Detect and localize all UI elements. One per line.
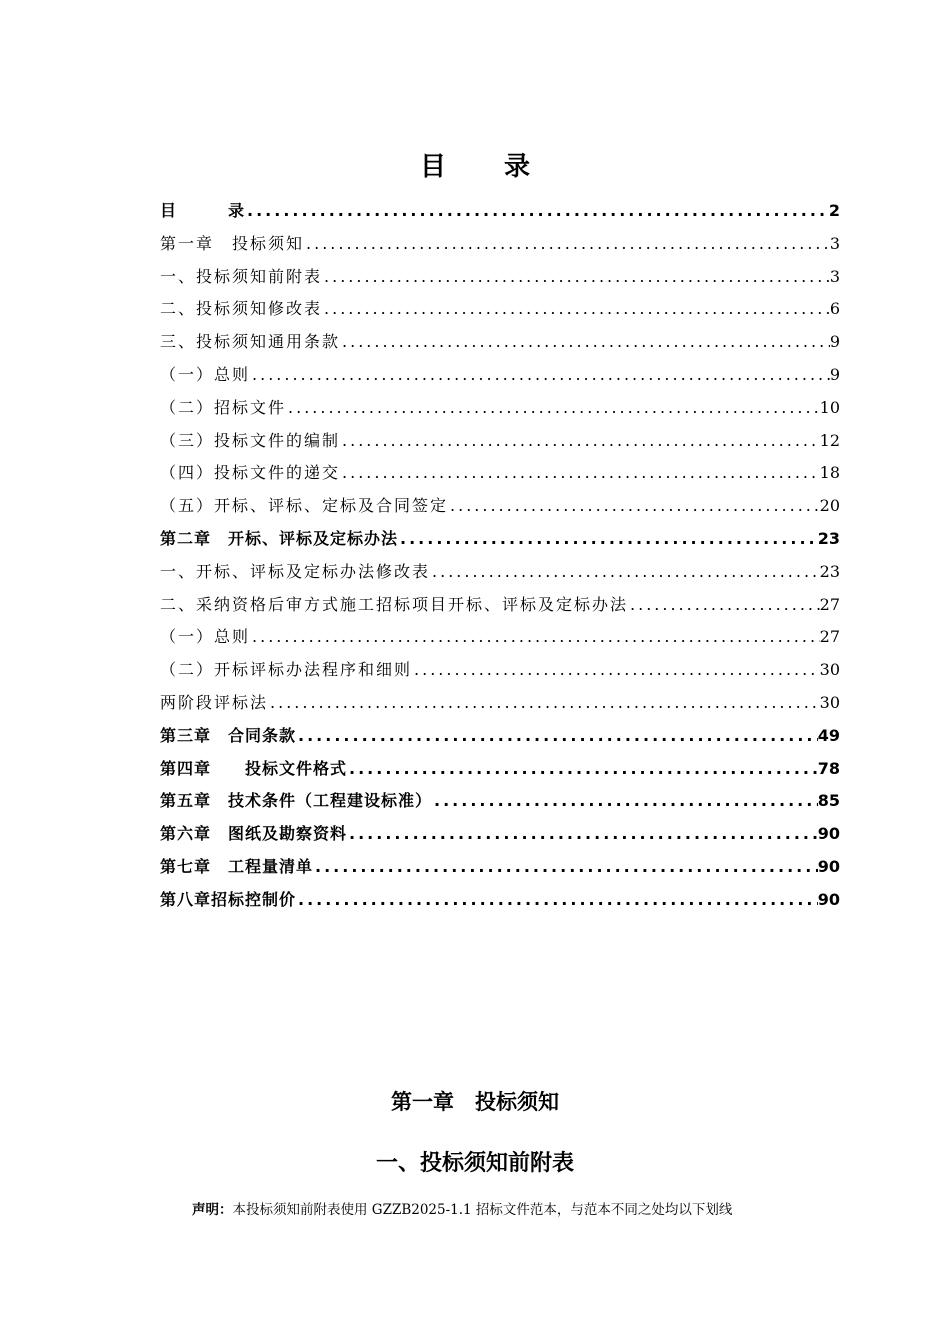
toc-entry-page: 10 [819, 397, 840, 417]
toc-entry-page: 20 [819, 496, 840, 516]
toc-entry[interactable] [160, 329, 840, 362]
toc-leader-dots [296, 890, 818, 909]
toc-leader-dots [340, 332, 830, 351]
toc-entry-page: 18 [819, 463, 840, 483]
toc-entry-label: （一）总则 [160, 364, 251, 384]
toc-entry-page: 85 [817, 791, 840, 811]
toc-entry[interactable] [160, 887, 840, 920]
toc-leader-dots [245, 201, 829, 220]
toc-entry-label: （二）开标评标办法程序和细则 [160, 660, 413, 680]
toc-entry[interactable] [160, 198, 840, 231]
chapter-heading: 第一章 投标须知 [391, 1090, 559, 1114]
toc-entry-label: 一、投标须知前附表 [160, 266, 323, 286]
toc-entry-label: 目 录 [160, 201, 246, 220]
toc-leader-dots [268, 693, 820, 712]
toc-entry-label: 三、投标须知通用条款 [160, 332, 341, 352]
toc-entry-page: 30 [819, 692, 840, 712]
toc-entry[interactable] [160, 395, 840, 428]
toc-entry-page: 49 [817, 725, 840, 745]
toc-leader-dots [296, 726, 818, 745]
toc-entry-page: 9 [829, 364, 840, 384]
toc-entry-label: 第七章 工程量清单 [160, 856, 314, 876]
toc-entry-label: （四）投标文件的递交 [160, 463, 341, 483]
toc-entry[interactable] [160, 788, 840, 821]
toc-entry[interactable] [160, 460, 840, 493]
toc-entry[interactable] [160, 821, 840, 854]
toc-entry[interactable] [160, 231, 840, 264]
toc-entry-label: 第四章 投标文件格式 [160, 758, 348, 778]
toc-entry-page: 12 [819, 430, 840, 450]
toc-entry-label: 二、投标须知修改表 [160, 299, 323, 319]
table-of-contents [160, 198, 840, 920]
toc-entry-label: 第六章 图纸及勘察资料 [160, 824, 348, 844]
toc-entry[interactable] [160, 592, 840, 625]
toc-entry[interactable] [160, 428, 840, 461]
toc-leader-dots [286, 398, 820, 417]
toc-leader-dots [448, 496, 820, 515]
toc-title [0, 146, 950, 183]
toc-leader-dots [432, 791, 818, 810]
toc-entry[interactable] [160, 526, 840, 559]
toc-entry[interactable] [160, 723, 840, 756]
toc-entry-page: 3 [829, 266, 840, 286]
toc-entry-label: （二）招标文件 [160, 397, 287, 417]
toc-entry[interactable] [160, 362, 840, 395]
toc-entry-label: （五）开标、评标、定标及合同签定 [160, 496, 449, 516]
toc-entry[interactable] [160, 854, 840, 887]
toc-leader-dots [347, 824, 818, 843]
toc-leader-dots [347, 759, 818, 778]
toc-entry-label: 两阶段评标法 [160, 692, 269, 712]
toc-entry-page: 2 [828, 201, 840, 220]
toc-entry-page: 27 [819, 627, 840, 647]
toc-entry-label: 二、采纳资格后审方式施工招标项目开标、评标及定标办法 [160, 594, 629, 614]
toc-entry-label: 第一章 投标须知 [160, 233, 305, 253]
toc-entry[interactable] [160, 657, 840, 690]
toc-entry[interactable] [160, 756, 840, 789]
toc-leader-dots [322, 267, 830, 286]
toc-entry[interactable] [160, 624, 840, 657]
toc-entry-page: 78 [817, 758, 840, 778]
toc-entry-page: 90 [817, 824, 840, 844]
toc-entry-label: （三）投标文件的编制 [160, 430, 341, 450]
toc-title-left: 目 [419, 152, 446, 182]
toc-leader-dots [250, 365, 830, 384]
toc-entry[interactable] [160, 690, 840, 723]
toc-title-right: 录 [504, 152, 531, 182]
statement-label: 声明： [192, 1202, 233, 1218]
toc-entry-label: 第八章招标控制价 [160, 889, 297, 909]
toc-leader-dots [628, 595, 820, 614]
toc-entry-page: 23 [819, 561, 840, 581]
toc-entry-label: 第二章 开标、评标及定标办法 [160, 528, 399, 548]
toc-entry-page: 3 [829, 233, 840, 253]
statement-text: 本投标须知前附表使用 GZZB2025-1.1 招标文件范本，与范本不同之处均以下划线 [232, 1202, 733, 1218]
toc-entry-label: 第五章 技术条件（工程建设标准） [160, 791, 433, 811]
toc-entry-page: 6 [829, 299, 840, 319]
toc-entry-page: 30 [819, 660, 840, 680]
toc-entry[interactable] [160, 493, 840, 526]
statement [192, 1198, 852, 1218]
toc-entry-label: 一、开标、评标及定标办法修改表 [160, 561, 431, 581]
toc-leader-dots [250, 627, 820, 646]
toc-leader-dots [398, 529, 818, 548]
toc-entry-label: 第三章 合同条款 [160, 725, 297, 745]
toc-entry-page: 23 [817, 528, 840, 548]
toc-leader-dots [313, 857, 818, 876]
toc-leader-dots [340, 431, 820, 450]
toc-entry-page: 27 [819, 594, 840, 614]
section-heading: 一、投标须知前附表 [375, 1151, 574, 1176]
toc-leader-dots [322, 299, 830, 318]
toc-leader-dots [304, 234, 830, 253]
toc-entry-page: 90 [817, 889, 840, 909]
toc-leader-dots [340, 463, 820, 482]
toc-entry-page: 9 [829, 332, 840, 352]
toc-entry[interactable] [160, 296, 840, 329]
toc-leader-dots [412, 660, 820, 679]
toc-leader-dots [430, 562, 820, 581]
toc-entry-label: （一）总则 [160, 627, 251, 647]
toc-entry-page: 90 [817, 856, 840, 876]
toc-entry[interactable] [160, 264, 840, 297]
toc-entry[interactable] [160, 559, 840, 592]
